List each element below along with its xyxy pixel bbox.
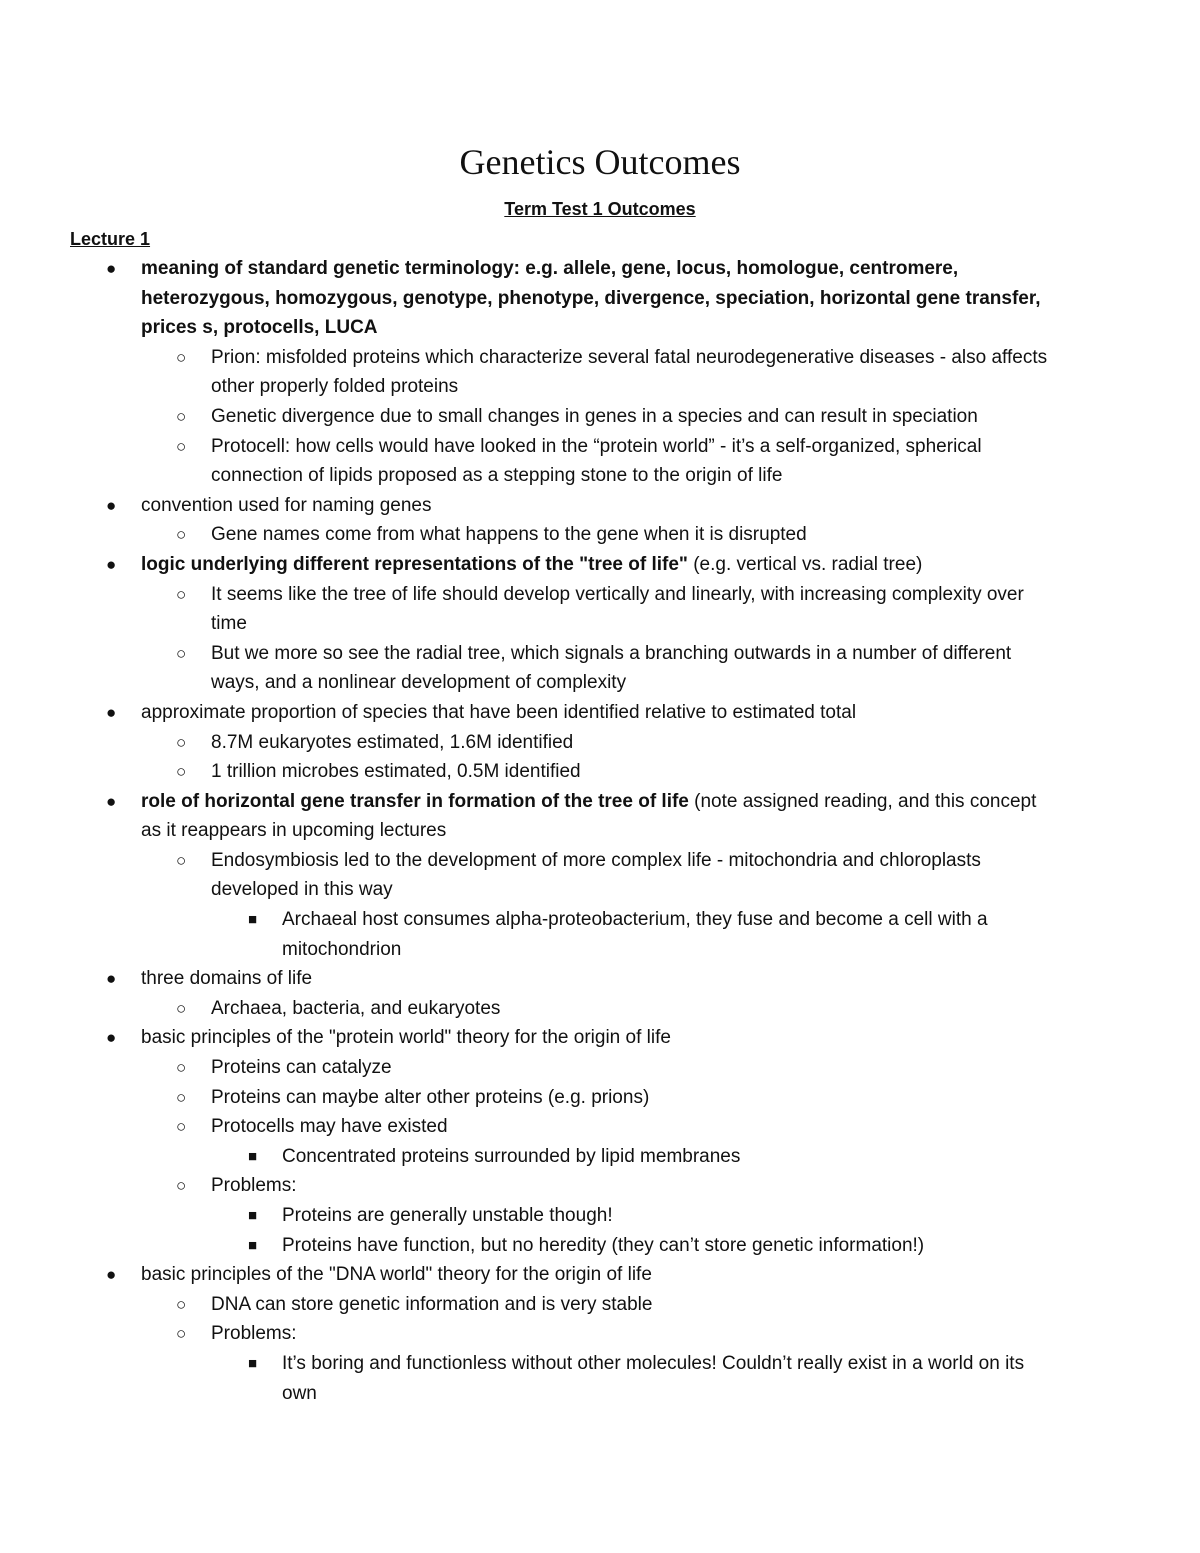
list-item — [0, 1201, 1200, 1231]
bullet-icon: ● — [106, 1028, 117, 1048]
item-text: Problems: — [211, 1175, 297, 1197]
circle-bullet-icon: ○ — [176, 436, 187, 456]
item-text: Gene names come from what happens to the gene when it is disrupted — [211, 524, 807, 546]
circle-bullet-icon: ○ — [176, 525, 187, 545]
item-text: Prion: misfolded proteins which characterize several fatal neurodegenerative diseases - also affects other properly folded proteins — [211, 346, 1048, 398]
list-item — [0, 1112, 1200, 1142]
list-item — [0, 432, 1200, 491]
item-text: Endosymbiosis led to the development of more complex life - mitochondria and chloroplasts developed in this way — [211, 849, 981, 901]
item-text-bold: logic underlying different representations of the "tree of life" — [141, 553, 688, 575]
square-bullet-icon: ■ — [248, 1147, 258, 1165]
list-item — [0, 520, 1200, 550]
list-item — [0, 1083, 1200, 1113]
item-text: (e.g. vertical vs. radial tree) — [687, 553, 923, 575]
circle-bullet-icon: ○ — [176, 998, 187, 1018]
item-text: 1 trillion microbes estimated, 0.5M identified — [211, 761, 581, 783]
item-text: Archaeal host consumes alpha-proteobacterium, they fuse and become a cell with a mitochondrion — [282, 909, 988, 960]
item-text: Archaea, bacteria, and eukaryotes — [211, 997, 501, 1019]
circle-bullet-icon: ○ — [176, 762, 187, 782]
item-text: Proteins have function, but no heredity (they can’t store genetic information!) — [282, 1234, 925, 1256]
bullet-icon: ● — [106, 791, 117, 811]
item-text: (note assigned reading, and this concept as it reappears in upcoming lectures — [141, 790, 1037, 842]
circle-bullet-icon: ○ — [176, 1117, 187, 1137]
bullet-icon: ● — [106, 495, 117, 515]
list-item — [0, 757, 1200, 787]
list-item — [0, 254, 1200, 343]
circle-bullet-icon: ○ — [176, 1176, 187, 1196]
circle-bullet-icon: ○ — [176, 1058, 187, 1078]
list-item — [0, 402, 1200, 432]
item-text: Concentrated proteins surrounded by lipid membranes — [282, 1145, 741, 1167]
square-bullet-icon: ■ — [248, 1236, 258, 1254]
bullet-icon: ● — [106, 1265, 117, 1285]
list-item — [0, 1142, 1200, 1172]
section-heading: Lecture 1 — [70, 229, 151, 249]
square-bullet-icon: ■ — [248, 1207, 258, 1224]
item-text: It’s boring and functionless without other molecules! Couldn’t really exist in a world on its own — [282, 1352, 1025, 1404]
list-item — [0, 1319, 1200, 1349]
list-item — [0, 639, 1200, 698]
item-text: Proteins can catalyze — [211, 1057, 392, 1079]
item-text: basic principles of the "DNA world" theory for the origin of life — [141, 1264, 652, 1286]
list-item — [0, 1231, 1200, 1261]
item-text: Proteins can maybe alter other proteins (e.g. prions) — [211, 1086, 650, 1108]
list-item — [0, 994, 1200, 1024]
list-item — [0, 1171, 1200, 1201]
circle-bullet-icon: ○ — [176, 850, 187, 870]
bullet-icon: ● — [106, 259, 117, 278]
list-item — [0, 550, 1200, 580]
item-text: 8.7M eukaryotes estimated, 1.6M identified — [211, 731, 574, 753]
list-item — [0, 905, 1200, 964]
item-text: three domains of life — [141, 968, 313, 990]
item-text: But we more so see the radial tree, which signals a branching outwards in a number of different ways, and a nonlinear development of complexity — [211, 642, 1012, 694]
circle-bullet-icon: ○ — [176, 1324, 187, 1344]
list-item — [0, 787, 1200, 846]
list-item — [0, 964, 1200, 994]
circle-bullet-icon: ○ — [176, 1294, 187, 1314]
list-item — [0, 1053, 1200, 1083]
list-item — [0, 580, 1200, 639]
circle-bullet-icon: ○ — [176, 643, 187, 663]
item-text: Problems: — [211, 1323, 297, 1345]
outcomes-list — [0, 254, 1200, 1408]
list-item — [0, 1023, 1200, 1053]
item-text: Genetic divergence due to small changes in genes in a species and can result in speciation — [211, 405, 978, 427]
bullet-icon: ● — [106, 554, 117, 574]
list-item — [0, 343, 1200, 402]
item-text: It seems like the tree of life should develop vertically and linearly, with increasing complexity over time — [211, 583, 1024, 635]
list-item — [0, 1349, 1200, 1408]
bullet-icon: ● — [106, 702, 117, 722]
list-item — [0, 846, 1200, 905]
item-text: Protocells may have existed — [211, 1116, 448, 1138]
list-item — [0, 1290, 1200, 1320]
item-text: Protocell: how cells would have looked in the “protein world” - it’s a self-organized, spherical connection of lipids proposed as a stepping stone to the origin of life — [211, 435, 982, 487]
list-item — [0, 491, 1200, 521]
list-item — [0, 698, 1200, 728]
item-text: approximate proportion of species that have been identified relative to estimated total — [141, 701, 857, 723]
list-item — [0, 728, 1200, 758]
list-item — [0, 1260, 1200, 1290]
item-text: meaning of standard genetic terminology: e.g. allele, gene, locus, homologue, centromere, heterozygous, homozygous, genotype, phenotype, divergence, speciation, horizontal gene transfer, prices s, protocells, LUCA — [141, 258, 1041, 339]
item-text-bold: role of horizontal gene transfer in formation of the tree of life — [141, 790, 689, 812]
bullet-icon: ● — [106, 969, 117, 989]
square-bullet-icon: ■ — [248, 911, 258, 929]
square-bullet-icon: ■ — [248, 1354, 258, 1372]
circle-bullet-icon: ○ — [176, 584, 187, 604]
document-title: Genetics Outcomes — [459, 142, 741, 182]
circle-bullet-icon: ○ — [176, 347, 187, 367]
item-text: basic principles of the "protein world" theory for the origin of life — [141, 1027, 671, 1049]
item-text: DNA can store genetic information and is very stable — [211, 1293, 653, 1315]
circle-bullet-icon: ○ — [176, 406, 187, 426]
document-subtitle: Term Test 1 Outcomes — [504, 199, 696, 219]
item-text: Proteins are generally unstable though! — [282, 1205, 613, 1226]
circle-bullet-icon: ○ — [176, 732, 187, 752]
circle-bullet-icon: ○ — [176, 1087, 187, 1107]
item-text: convention used for naming genes — [141, 494, 432, 516]
